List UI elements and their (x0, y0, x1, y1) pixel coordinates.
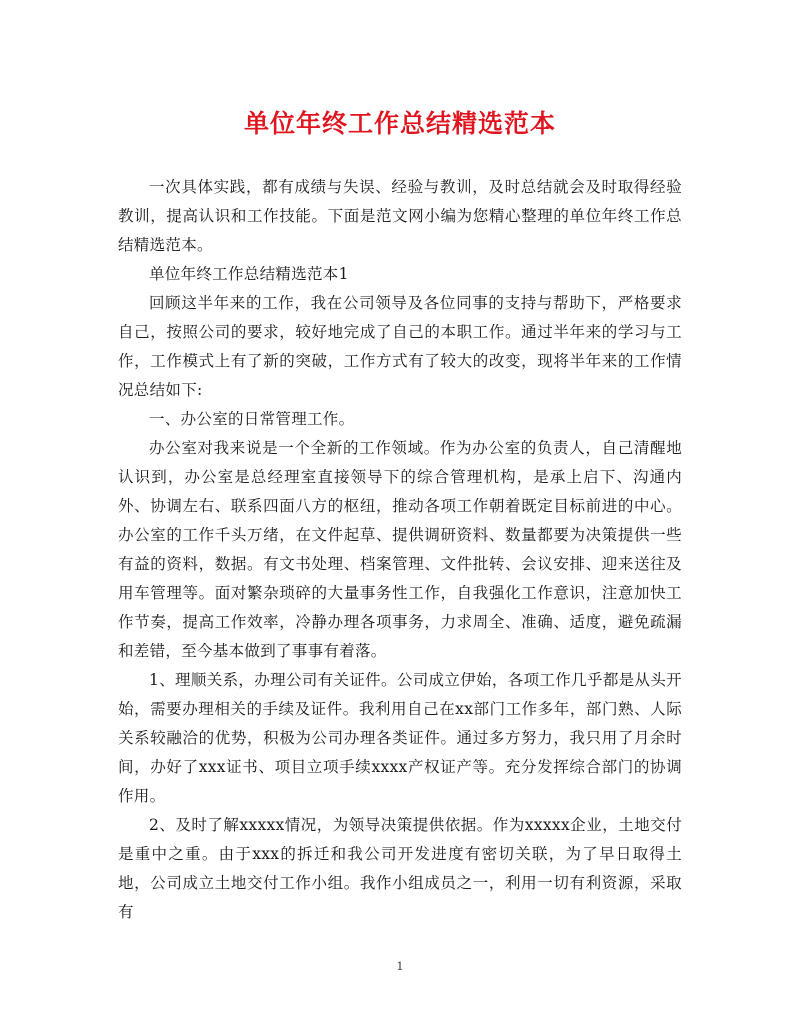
body-paragraph: 回顾这半年来的工作，我在公司领导及各位同事的支持与帮助下，严格要求自己，按照公司的要求，较好地完成了自己的本职工作。通过半年来的学习与工作，工作模式上有了新的突破，工作方式有了较大的改变，现将半年来的工作情况总结如下: (118, 294, 682, 399)
document-body (118, 173, 682, 927)
page-number: 1 (396, 960, 404, 973)
body-paragraph: 1、理顺关系，办理公司有关证件。公司成立伊始，各项工作几乎都是从头开始，需要办理相关的手续及证件。我利用自己在xx部门工作多年，部门熟、人际关系较融洽的优势，积极为公司办理各类证件。通过多方努力，我只用了月余时间，办好了xxx证书、项目立项手续xxxx产权证产等。充分发挥综合部门的协调作用。 (118, 671, 682, 805)
section-heading: 单位年终工作总结精选范本1 (149, 265, 349, 283)
body-paragraph: 办公室对我来说是一个全新的工作领域。作为办公室的负责人，自己清醒地认识到，办公室是总经理室直接领导下的综合管理机构，是承上启下、沟通内外、协调左右、联系四面八方的枢纽，推动各项工作朝着既定目标前进的中心。办公室的工作千头万绪，在文件起草、提供调研资料、数量都要为决策提供一些有益的资料，数据。有文书处理、档案管理、文件批转、会议安排、迎来送往及用车管理等。面对繁杂琐碎的大量事务性工作，自我强化工作意识，注意加快工作节奏，提高工作效率，冷静办理各项事务，力求周全、准确、适度，避免疏漏和差错，至今基本做到了事事有着落。 (118, 439, 682, 660)
intro-paragraph: 一次具体实践，都有成绩与失误、经验与教训，及时总结就会及时取得经验教训，提高认识和工作技能。下面是范文网小编为您精心整理的单位年终工作总结精选范本。 (118, 178, 682, 254)
document-title: 单位年终工作总结精选范本 (243, 109, 556, 138)
subsection-heading: 一、办公室的日常管理工作。 (149, 410, 355, 428)
body-paragraph: 2、及时了解xxxxx情况，为领导决策提供依据。作为xxxxx企业，土地交付是重中之重。由于xxx的拆迁和我公司开发进度有密切关联，为了早日取得土地，公司成立土地交付工作小组。我作小组成员之一，利用一切有利资源，采取有 (118, 816, 682, 921)
